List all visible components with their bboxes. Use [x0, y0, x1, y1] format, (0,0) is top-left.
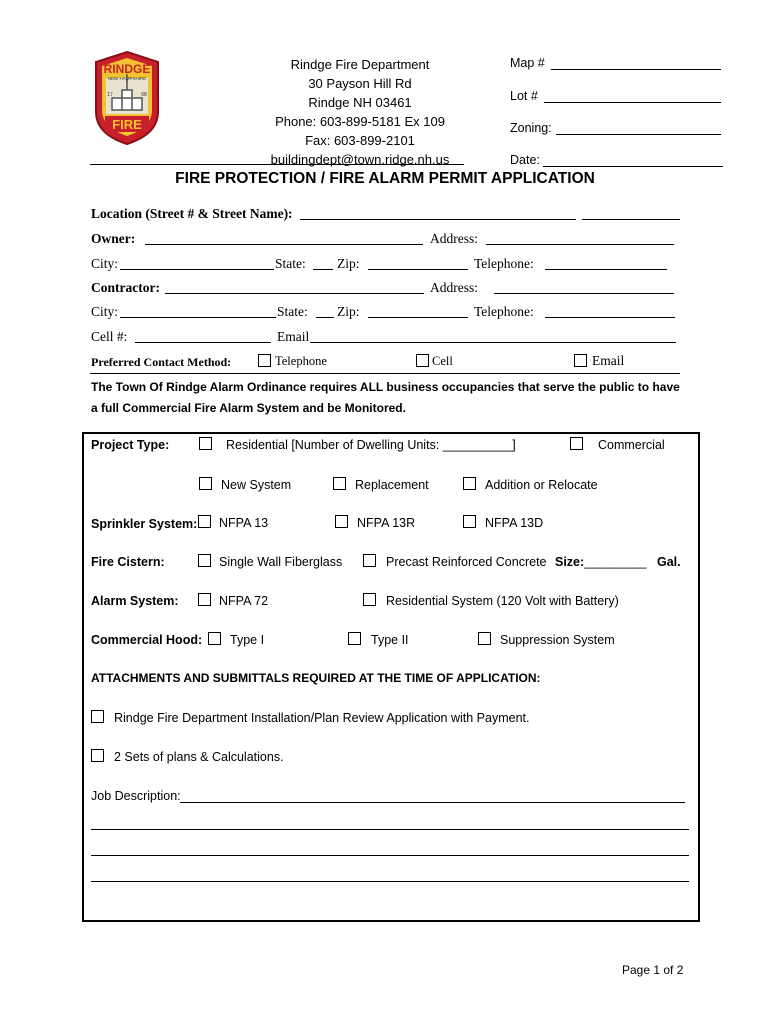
phone-number: Phone: 603-899-5181 Ex 109 [275, 114, 445, 129]
contractor-zip-field[interactable] [368, 317, 468, 318]
org-name: Rindge Fire Department [290, 57, 430, 72]
type2-checkbox[interactable] [348, 632, 361, 645]
ordinance-notice-line1: The Town Of Rindge Alarm Ordinance requires ALL business occupancies that serve the public to have [91, 380, 680, 394]
svg-text:68: 68 [141, 92, 147, 98]
ordinance-notice-line2: a full Commercial Fire Alarm System and be Monitored. [91, 401, 406, 415]
owner-address-field[interactable] [486, 244, 674, 245]
section-divider [90, 373, 680, 374]
attach-application-checkbox[interactable] [91, 710, 104, 723]
pref-telephone-label: Telephone [275, 354, 327, 368]
owner-zip-field[interactable] [368, 269, 468, 270]
nfpa13-checkbox[interactable] [198, 515, 211, 528]
addition-relocate-label: Addition or Relocate [485, 478, 598, 492]
alarm-system-label: Alarm System: [91, 594, 179, 608]
type1-label: Type I [230, 633, 265, 647]
sprinkler-system-label: Sprinkler System: [91, 517, 198, 531]
job-description-line-1[interactable] [180, 802, 685, 803]
owner-address-label: Address: [430, 231, 478, 246]
type1-checkbox[interactable] [208, 632, 221, 645]
lot-field[interactable] [544, 102, 721, 103]
department-email: buildingdept@town.ridge.nh.us [270, 152, 450, 167]
addition-relocate-checkbox[interactable] [463, 477, 476, 490]
new-system-label: New System [221, 478, 292, 492]
replacement-checkbox[interactable] [333, 477, 346, 490]
map-label: Map # [510, 56, 545, 70]
svg-text:RINDGE: RINDGE [103, 62, 151, 76]
size-label: Size: [555, 555, 585, 569]
suppression-checkbox[interactable] [478, 632, 491, 645]
contractor-telephone-label: Telephone: [474, 304, 534, 319]
nfpa13r-checkbox[interactable] [335, 515, 348, 528]
attach-plans-label: 2 Sets of plans & Calculations. [114, 750, 284, 764]
contractor-field[interactable] [165, 293, 424, 294]
contractor-city-field[interactable] [120, 317, 276, 318]
owner-zip-label: Zip: [337, 256, 360, 271]
department-address-block [240, 55, 480, 169]
contractor-address-label: Address: [430, 280, 478, 295]
attach-plans-checkbox[interactable] [91, 749, 104, 762]
email-field[interactable] [310, 342, 676, 343]
job-description-line-2[interactable] [91, 829, 689, 830]
nfpa13r-label: NFPA 13R [357, 516, 416, 530]
fax-number: Fax: 603-899-2101 [305, 133, 415, 148]
type2-label: Type II [371, 633, 409, 647]
job-description-label: Job Description: [91, 789, 181, 803]
map-field[interactable] [551, 69, 721, 70]
contractor-label: Contractor: [91, 280, 160, 295]
pref-email-label: Email [592, 353, 625, 368]
new-system-checkbox[interactable] [199, 477, 212, 490]
contractor-city-label: City: [91, 304, 119, 319]
owner-label: Owner: [91, 231, 136, 246]
job-description-line-4[interactable] [91, 881, 689, 882]
residential-system-label: Residential System (120 Volt with Battery) [386, 594, 619, 608]
pref-telephone-checkbox[interactable] [258, 354, 271, 367]
precast-checkbox[interactable] [363, 554, 376, 567]
nfpa72-label: NFPA 72 [219, 594, 269, 608]
nfpa13d-checkbox[interactable] [463, 515, 476, 528]
zoning-field[interactable] [556, 134, 721, 135]
size-field[interactable]: _________ [584, 555, 647, 569]
street-address: 30 Payson Hill Rd [308, 76, 412, 91]
owner-city-field[interactable] [120, 269, 274, 270]
date-label: Date: [510, 153, 540, 167]
owner-telephone-label: Telephone: [474, 256, 534, 271]
location-label: Location (Street # & Street Name): [91, 206, 293, 221]
svg-text:17: 17 [107, 92, 113, 98]
owner-city-label: City: [91, 256, 119, 271]
date-field[interactable] [543, 166, 723, 167]
form-title: FIRE PROTECTION / FIRE ALARM PERMIT APPLICATION [175, 170, 595, 187]
pref-cell-label: Cell [432, 354, 453, 368]
residential-checkbox[interactable] [199, 437, 212, 450]
owner-state-field[interactable] [313, 269, 333, 270]
job-description-line-3[interactable] [91, 855, 689, 856]
residential-label: Residential [Number of Dwelling Units: __________] [226, 438, 516, 452]
precast-label: Precast Reinforced Concrete [386, 555, 547, 569]
contractor-telephone-field[interactable] [545, 317, 675, 318]
owner-telephone-field[interactable] [545, 269, 667, 270]
fire-department-logo [92, 50, 162, 146]
city-address: Rindge NH 03461 [308, 95, 412, 110]
header-divider [90, 164, 464, 165]
attachments-heading: ATTACHMENTS AND SUBMITTALS REQUIRED AT THE TIME OF APPLICATION: [91, 671, 541, 685]
pref-email-checkbox[interactable] [574, 354, 587, 367]
nfpa13-label: NFPA 13 [219, 516, 269, 530]
replacement-label: Replacement [355, 478, 429, 492]
project-type-label: Project Type: [91, 438, 170, 452]
cell-label: Cell #: [91, 329, 128, 344]
fire-cistern-label: Fire Cistern: [91, 555, 165, 569]
contractor-state-label: State: [277, 304, 308, 319]
svg-text:FIRE: FIRE [112, 117, 142, 132]
pref-cell-checkbox[interactable] [416, 354, 429, 367]
page-number: Page 1 of 2 [622, 963, 684, 977]
cell-field[interactable] [135, 342, 271, 343]
gal-label: Gal. [657, 555, 681, 569]
contractor-address-field[interactable] [494, 293, 674, 294]
email-label: Email [277, 329, 310, 344]
lot-label: Lot # [510, 89, 538, 103]
single-wall-checkbox[interactable] [198, 554, 211, 567]
location-field-2[interactable] [582, 219, 680, 220]
suppression-label: Suppression System [500, 633, 615, 647]
nfpa13d-label: NFPA 13D [485, 516, 544, 530]
attach-application-label: Rindge Fire Department Installation/Plan Review Application with Payment. [114, 711, 530, 725]
svg-text:NEW HAMPSHIRE: NEW HAMPSHIRE [107, 76, 147, 81]
single-wall-label: Single Wall Fiberglass [219, 555, 343, 569]
commercial-checkbox[interactable] [570, 437, 583, 450]
owner-state-label: State: [275, 256, 306, 271]
contractor-state-field[interactable] [316, 317, 334, 318]
zoning-label: Zoning: [510, 121, 552, 135]
owner-field[interactable] [145, 244, 423, 245]
residential-system-checkbox[interactable] [363, 593, 376, 606]
location-field[interactable] [300, 219, 576, 220]
preferred-contact-label: Preferred Contact Method: [91, 355, 232, 369]
contractor-zip-label: Zip: [337, 304, 360, 319]
nfpa72-checkbox[interactable] [198, 593, 211, 606]
commercial-hood-label: Commercial Hood: [91, 633, 203, 647]
commercial-label: Commercial [598, 438, 665, 452]
